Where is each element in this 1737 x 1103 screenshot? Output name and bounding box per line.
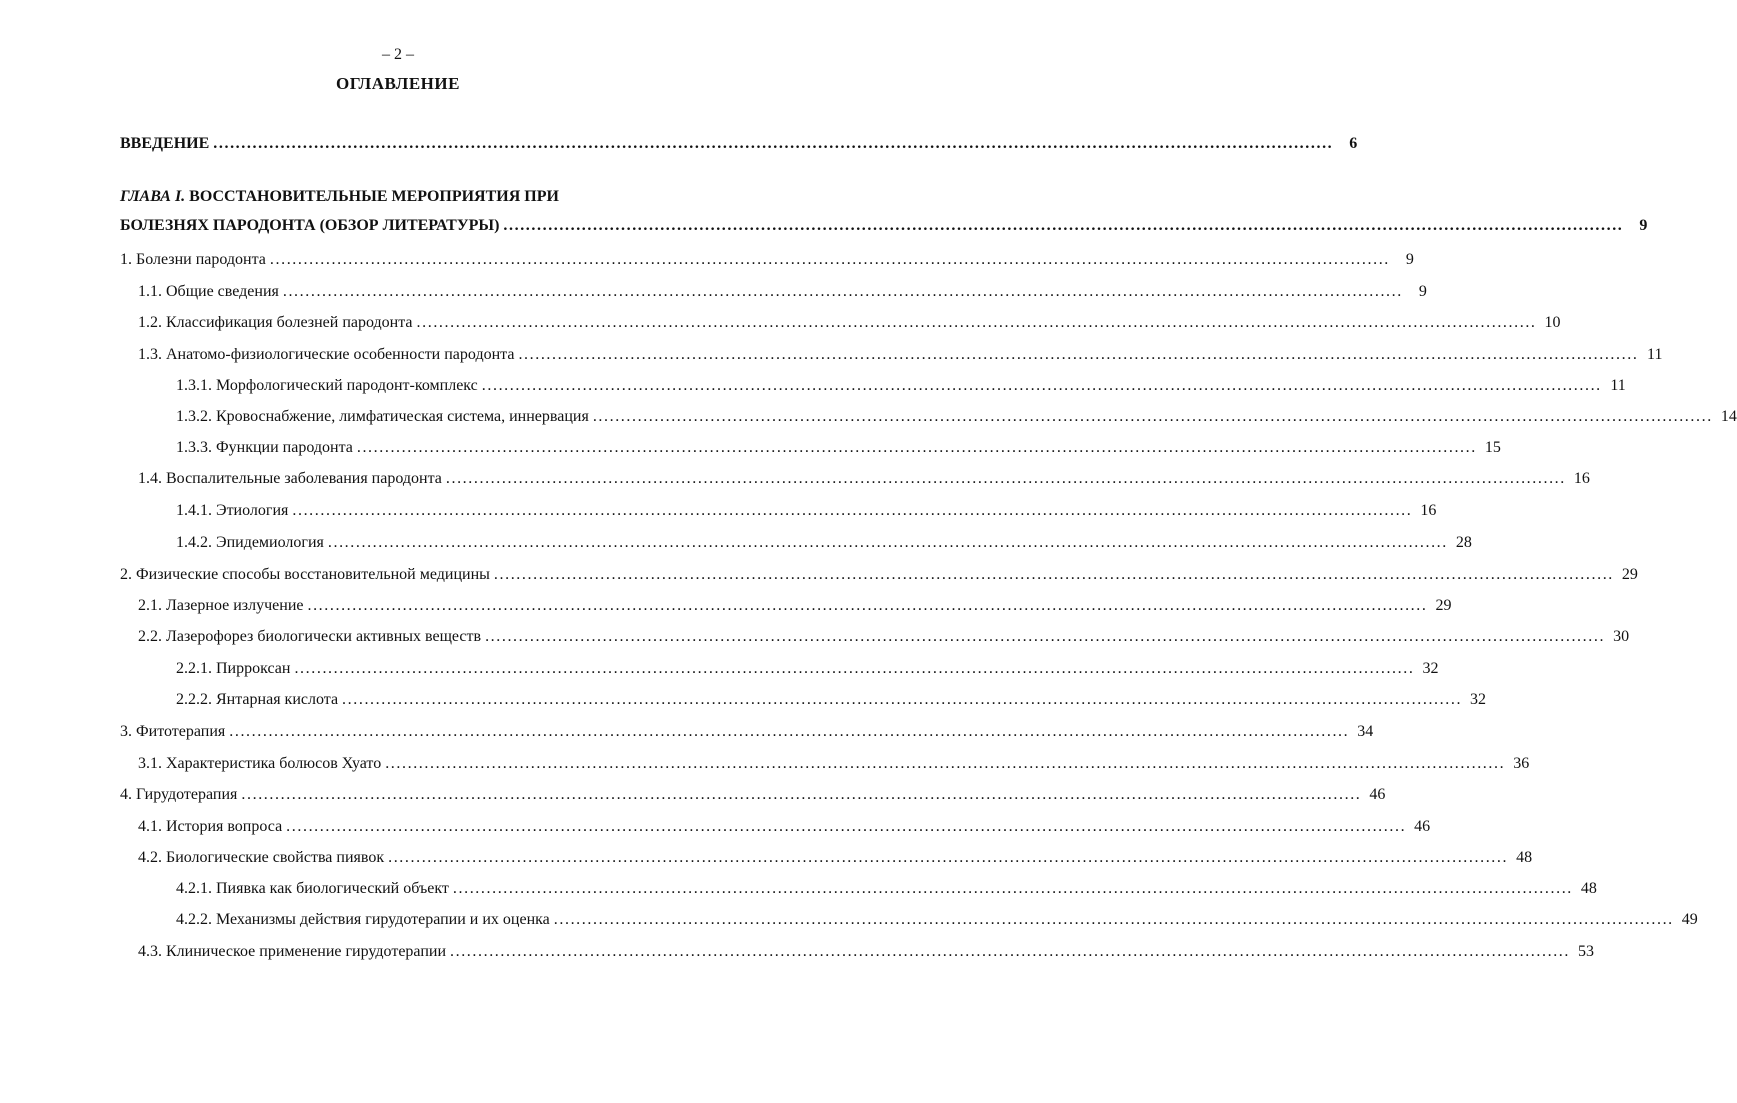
toc-entry-label: 3.1. Характеристика болюсов Хуато	[138, 755, 382, 772]
toc-leader-dots: ........................................................................................................................................................................................................	[481, 377, 1602, 394]
toc-leader-dots: ........................................................................................................................................................................................................	[452, 880, 1573, 897]
toc-entry-label: 4.2. Биологические свойства пиявок	[138, 849, 385, 866]
toc-entry-page: 46	[1414, 818, 1431, 835]
toc-entry-page: 48	[1580, 880, 1597, 897]
toc-chapter1-heading-line1[interactable]	[120, 185, 732, 209]
toc-entry-page: 11	[1647, 346, 1663, 363]
toc-entry-label: 4.1. История вопроса	[138, 818, 283, 835]
toc-entry[interactable]	[176, 405, 1737, 429]
toc-leader-dots: ........................................................................................................................................................................................................	[445, 470, 1566, 487]
toc-entry[interactable]	[176, 436, 1501, 460]
toc-entry-label: 2.1. Лазерное излучение	[138, 597, 304, 614]
toc-entry[interactable]	[138, 343, 1663, 367]
toc-entry[interactable]	[176, 531, 1472, 555]
toc-entry[interactable]	[176, 499, 1437, 523]
toc-entry-label: 1.3.2. Кровоснабжение, лимфатическая система, иннервация	[176, 408, 589, 425]
toc-leader-dots: ........................................................................................................................................................................................................	[385, 755, 1506, 772]
toc-entry-page: 49	[1681, 911, 1698, 928]
toc-entry-label: 1.2. Классификация болезней пародонта	[138, 314, 413, 331]
toc-entry-page: 10	[1544, 314, 1561, 331]
toc-leader-dots: ........................................................................................................................................................................................................	[518, 346, 1639, 363]
toc-entry[interactable]	[176, 688, 1487, 712]
toc-entry-page: 9	[1405, 251, 1414, 268]
toc-entry-page: 15	[1484, 439, 1501, 456]
toc-entry-label: 4.2.2. Механизмы действия гирудотерапии и их оценка	[176, 911, 550, 928]
toc-leader-dots: ........................................................................................................................................................................................................	[388, 849, 1509, 866]
chapter-title-line2: БОЛЕЗНЯХ ПАРОДОНТА (ОБЗОР ЛИТЕРАТУРЫ)	[120, 217, 500, 234]
toc-entry-introduction[interactable]	[120, 132, 1358, 156]
toc-leader-dots: ........................................................................................................................................................................................................	[503, 217, 1624, 234]
toc-leader-dots: ........................................................................................................................................................................................................	[213, 135, 1334, 152]
toc-entry[interactable]	[138, 467, 1590, 491]
toc-leader-dots: ........................................................................................................................................................................................................	[356, 439, 1477, 456]
toc-entry-page: 9	[1418, 283, 1427, 300]
toc-entry-page: 29	[1435, 597, 1452, 614]
toc-entry-page: 53	[1578, 943, 1594, 960]
toc-entry-label: 4. Гирудотерапия	[120, 786, 238, 803]
toc-leader-dots: ........................................................................................................................................................................................................	[450, 943, 1570, 960]
toc-entry-label: 1.4. Воспалительные заболевания пародонта	[138, 470, 442, 487]
toc-entry-label: 2.2. Лазерофорез биологически активных веществ	[138, 628, 482, 645]
toc-entry[interactable]	[176, 908, 1698, 932]
toc-entry-label: 1.3.1. Морфологический пародонт-комплекс	[176, 377, 478, 394]
toc-entry-label: 4.2.1. Пиявка как биологический объект	[176, 880, 449, 897]
toc-entry-page: 30	[1613, 628, 1630, 645]
toc-chapter1-heading-line2[interactable]	[120, 214, 1648, 238]
toc-entry-label: 3. Фитотерапия	[120, 723, 226, 740]
page-title: ОГЛАВЛЕНИЕ	[336, 74, 460, 93]
toc-entry-page: 16	[1420, 502, 1437, 519]
toc-entry-label: 1.1. Общие сведения	[138, 283, 279, 300]
chapter-title-line1: ВОССТАНОВИТЕЛЬНЫЕ МЕРОПРИЯТИЯ ПРИ	[189, 188, 559, 205]
toc-entry-page: 29	[1621, 566, 1638, 583]
toc-entry-page: 46	[1369, 786, 1386, 803]
toc-leader-dots: ........................................................................................................................................................................................................	[553, 911, 1674, 928]
toc-entry-page: 9	[1639, 217, 1648, 234]
toc-entry-label: 2.2.1. Пирроксан	[176, 660, 291, 677]
chapter-prefix: ГЛАВА I.	[120, 188, 186, 205]
toc-entry[interactable]	[120, 563, 1638, 587]
toc-entry[interactable]	[138, 625, 1630, 649]
page-number: – 2 –	[382, 46, 414, 63]
toc-leader-dots: ........................................................................................................................................................................................................	[294, 660, 1415, 677]
toc-entry-page: 32	[1470, 691, 1487, 708]
toc-entry[interactable]	[138, 280, 1427, 304]
toc-leader-dots: ........................................................................................................................................................................................................	[592, 408, 1713, 425]
toc-entry-page: 32	[1422, 660, 1439, 677]
toc-entry-label: ВВЕДЕНИЕ	[120, 135, 210, 152]
toc-entry-label: 1.4.1. Этиология	[176, 502, 289, 519]
toc-leader-dots: ........................................................................................................................................................................................................	[229, 723, 1350, 740]
toc-entry[interactable]	[176, 374, 1626, 398]
toc-leader-dots: ........................................................................................................................................................................................................	[493, 566, 1614, 583]
toc-entry[interactable]	[138, 752, 1530, 776]
toc-leader-dots: ........................................................................................................................................................................................................	[286, 818, 1407, 835]
toc-entry[interactable]	[138, 940, 1594, 964]
toc-entry-page: 16	[1573, 470, 1590, 487]
toc-entry-label: 1. Болезни пародонта	[120, 251, 266, 268]
toc-leader-dots: ........................................................................................................................................................................................................	[282, 283, 1403, 300]
toc-entry-page: 11	[1610, 377, 1626, 394]
toc-entry[interactable]	[138, 311, 1561, 335]
toc-entry-page: 28	[1455, 534, 1472, 551]
toc-entry-page: 34	[1357, 723, 1374, 740]
toc-leader-dots: ........................................................................................................................................................................................................	[307, 597, 1428, 614]
toc-leader-dots: ........................................................................................................................................................................................................	[269, 251, 1390, 268]
toc-entry-page: 6	[1349, 135, 1358, 152]
toc-entry-label: 2.2.2. Янтарная кислота	[176, 691, 339, 708]
toc-leader-dots: ........................................................................................................................................................................................................	[241, 786, 1362, 803]
toc-entry[interactable]	[138, 594, 1452, 618]
toc-entry-page: 48	[1516, 849, 1533, 866]
toc-leader-dots: ........................................................................................................................................................................................................	[292, 502, 1413, 519]
toc-entry-label: 4.3. Клиническое применение гирудотерапии	[138, 943, 446, 960]
toc-entry[interactable]	[120, 720, 1374, 744]
toc-leader-dots: ........................................................................................................................................................................................................	[342, 691, 1463, 708]
toc-entry[interactable]	[120, 783, 1386, 807]
toc-entry[interactable]	[138, 846, 1533, 870]
toc-entry[interactable]	[176, 877, 1597, 901]
toc-entry-label: 1.3. Анатомо-физиологические особенности пародонта	[138, 346, 515, 363]
toc-entry-page: 14	[1720, 408, 1737, 425]
toc-leader-dots: ........................................................................................................................................................................................................	[416, 314, 1537, 331]
toc-leader-dots: ........................................................................................................................................................................................................	[327, 534, 1448, 551]
toc-leader-dots: ........................................................................................................................................................................................................	[485, 628, 1606, 645]
toc-entry[interactable]	[120, 248, 1414, 272]
toc-entry-label: 1.4.2. Эпидемиология	[176, 534, 324, 551]
toc-entry-page: 36	[1513, 755, 1530, 772]
toc-entry[interactable]	[138, 815, 1431, 839]
toc-entry[interactable]	[176, 657, 1439, 681]
toc-entry-label: 1.3.3. Функции пародонта	[176, 439, 353, 456]
toc-entry-label: 2. Физические способы восстановительной медицины	[120, 566, 490, 583]
